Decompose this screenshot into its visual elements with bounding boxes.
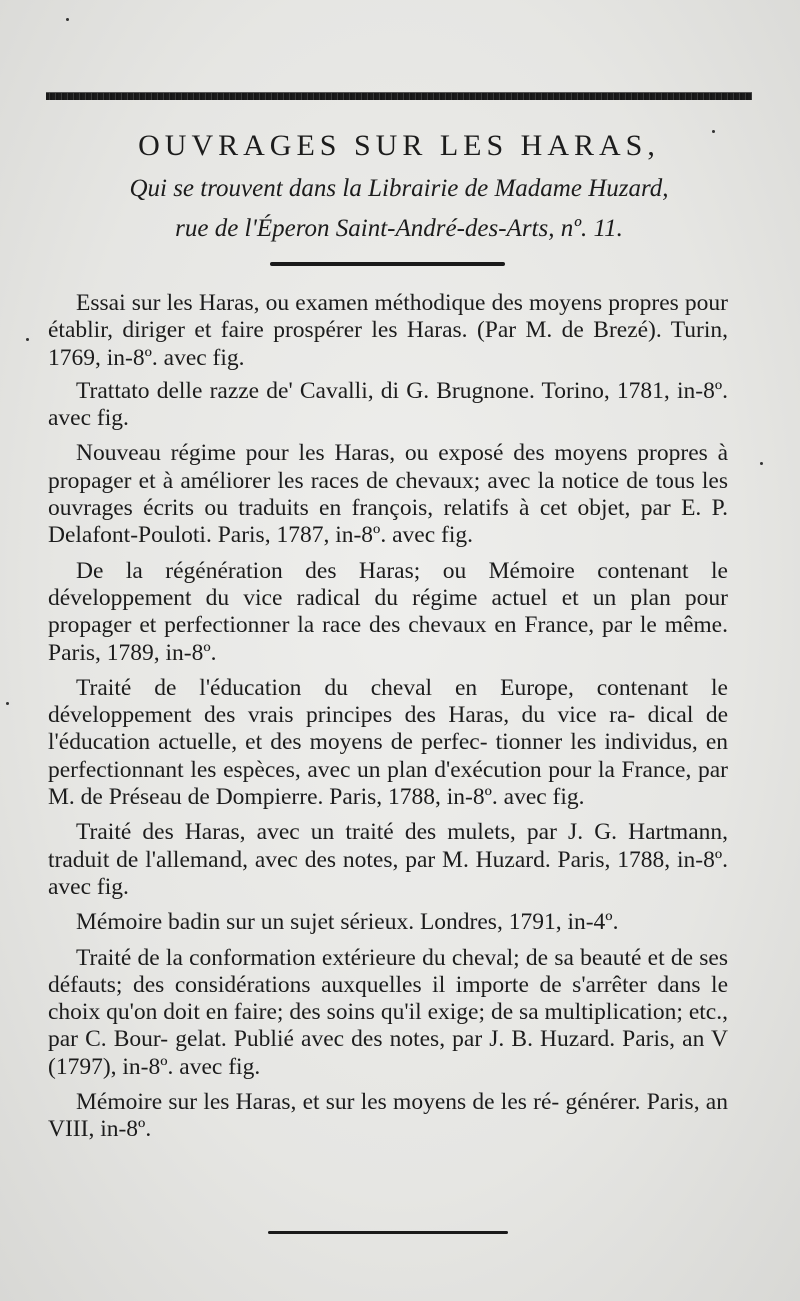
- catalogue-list: [48, 290, 728, 1152]
- address-line: rue de l'Éperon Saint-André-des-Arts, nº. 11.: [175, 215, 623, 242]
- catalogue-entry: Nouveau régime pour les Haras, ou exposé des moyens propres à propager et à améliorer les races de chevaux; avec la notice de tous les ouvrages écrits ou traduits en françois, relatifs à cet objet, par E. P. Delafont-Pouloti. Paris, 1787, in-8º. avec fig.: [48, 440, 728, 549]
- catalogue-entry: Mémoire badin sur un sujet sérieux. Londres, 1791, in-4º.: [76, 909, 619, 936]
- catalogue-entry: Essai sur les Haras, ou examen méthodique des moyens propres pour établir, diriger et faire prospérer les Haras. (Par M. de Brezé). Turin, 1769, in-8º. avec fig.: [48, 290, 728, 371]
- catalogue-entry: Trattato delle razze de' Cavalli, di G. Brugnone. Torino, 1781, in-8º. avec fig.: [48, 377, 728, 432]
- heading-divider: [270, 262, 505, 266]
- catalogue-entry: De la régénération des Haras; ou Mémoire contenant le développement du vice radical du régime actuel et un plan pour propager et perfectionner la race des chevaux en France, par le même. Paris, 1789, in-8º.: [48, 557, 728, 666]
- paper-speck: [760, 462, 763, 465]
- closing-divider: [268, 1231, 508, 1234]
- paper-speck: [6, 702, 9, 705]
- catalogue-entry: Mémoire sur les Haras, et sur les moyens de les ré- générer. Paris, an VIII, in-8º.: [48, 1089, 728, 1143]
- paper-speck: [66, 18, 69, 21]
- catalogue-entry: Traité de l'éducation du cheval en Europe, contenant le développement des vrais principes des Haras, du vice ra- dical de l'éducation actuelle, et des moyens de perfec- tionner les individus, en perfectionnant les espèces, avec un plan d'exécution pour la France, par M. de Préseau de Dompierre. Paris, 1788, in-8º. avec fig.: [48, 674, 728, 811]
- publisher-line: Qui se trouvent dans la Librairie de Madame Huzard,: [129, 175, 669, 202]
- catalogue-entry: Traité de la conformation extérieure du cheval; de sa beauté et de ses défauts; des considérations auxquelles il importe de s'arrêter dans le choix qu'on doit en faire; des soins qu'il exige; de sa multiplication; etc., par C. Bour- gelat. Publié avec des notes, par J. B. Huzard. Paris, an V (1797), in-8º. avec fig.: [48, 944, 728, 1080]
- paper-speck: [712, 130, 715, 133]
- ornamental-top-rule: [46, 92, 752, 100]
- paper-speck: [26, 338, 29, 341]
- catalogue-entry: Traité des Haras, avec un traité des mulets, par J. G. Hartmann, traduit de l'allemand, avec des notes, par M. Huzard. Paris, 1788, in-8º. avec fig.: [48, 819, 728, 900]
- page-heading: OUVRAGES SUR LES HARAS,: [138, 129, 660, 162]
